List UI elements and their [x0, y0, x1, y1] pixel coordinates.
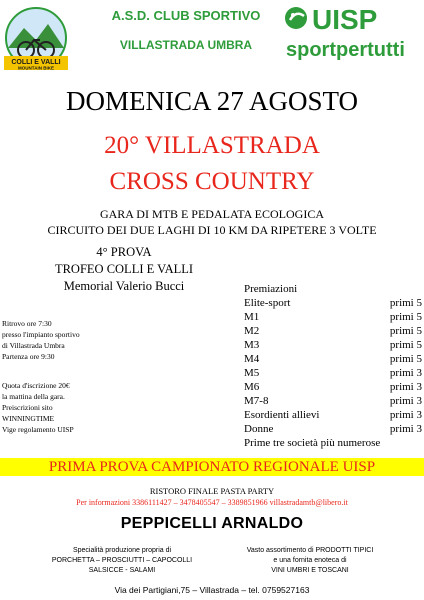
- event-description-2: CIRCUITO DEI DUE LAGHI DI 10 KM DA RIPETERE 3 VOLTE: [47, 223, 377, 237]
- ristoro-note: RISTORO FINALE PASTA PARTY: [149, 486, 275, 496]
- sponsor-line: e una fornita enoteca di: [273, 557, 347, 564]
- prize-row: [244, 324, 422, 338]
- quota-line: Quota d'iscrizione 20€: [2, 381, 70, 390]
- ritrovo-line: di Villastrada Umbra: [2, 341, 65, 350]
- prize-category: M7-8: [244, 395, 269, 407]
- quota-line: WINNINGTIME: [2, 414, 55, 423]
- prize-category: Elite-sport: [244, 297, 291, 309]
- trofeo-name: TROFEO COLLI E VALLI: [54, 262, 194, 276]
- prova-block: [0, 244, 248, 295]
- prize-row: [244, 310, 422, 324]
- prize-value: primi 3: [389, 367, 422, 379]
- prize-value: primi 5: [389, 325, 422, 337]
- prize-category: Donne: [244, 423, 274, 435]
- prize-category: M6: [244, 381, 260, 393]
- sponsor-line: Vasto assortimento di PRODOTTI TIPICI: [246, 547, 374, 554]
- sponsor-address: Via dei Partigiani,75 – Villastrada – tel. 0759527163: [114, 585, 310, 595]
- prize-value: primi 3: [389, 395, 422, 407]
- prize-row: [244, 366, 422, 380]
- event-description-1: GARA DI MTB E PEDALATA ECOLOGICA: [99, 207, 325, 221]
- contact-info: Per informazioni 3386111427 – 3478405547 – 3389851966 villastradamtb@libero.it: [76, 498, 348, 507]
- svg-text:UISP: UISP: [312, 4, 378, 35]
- prize-value: primi 3: [389, 409, 422, 421]
- ritrovo-line: Ritrovo ore 7:30: [2, 319, 52, 328]
- event-date: DOMENICA 27 AGOSTO: [65, 86, 359, 116]
- prize-row: [244, 296, 422, 310]
- quota-info: [2, 380, 74, 435]
- event-title-line1: 20° VILLASTRADA: [104, 132, 320, 159]
- sponsor-name: PEPPICELLI ARNALDO: [120, 515, 304, 532]
- sponsor-specialties: [38, 546, 206, 576]
- prize-row: [244, 380, 422, 394]
- prize-row: [244, 338, 422, 352]
- club-logo: [4, 4, 68, 76]
- sponsor-line: PORCHETTA – PROSCIUTTI – CAPOCOLLI: [51, 557, 193, 564]
- prize-value: primi 5: [389, 339, 422, 351]
- quota-line: Vige regolamento UISP: [2, 425, 74, 434]
- ritrovo-info: [2, 318, 80, 362]
- prize-value: primi 5: [389, 353, 422, 365]
- quota-line: Preiscrizioni sito: [2, 403, 53, 412]
- club-location: VILLASTRADA UMBRA: [119, 38, 253, 52]
- svg-text:COLLI E VALLI: COLLI E VALLI: [11, 59, 61, 66]
- sponsor-products: [224, 546, 396, 576]
- uisp-logo: [282, 2, 422, 62]
- prize-value: primi 3: [389, 423, 422, 435]
- prize-category: M1: [244, 311, 260, 323]
- quota-line: la mattina della gara.: [2, 392, 65, 401]
- premiazioni-title: Premiazioni: [244, 283, 298, 295]
- ritrovo-line: Partenza ore 9:30: [2, 352, 55, 361]
- prize-value: primi 5: [389, 311, 422, 323]
- premiazioni-footer: Prime tre società più numerose: [244, 437, 381, 449]
- prize-row: [244, 408, 422, 422]
- prize-category: M3: [244, 339, 260, 351]
- sponsor-line: Specialità produzione propria di: [72, 547, 172, 554]
- club-name: A.S.D. CLUB SPORTIVO: [111, 8, 261, 23]
- prize-category: M2: [244, 325, 260, 337]
- prize-category: Esordienti allievi: [244, 409, 320, 421]
- event-title-line2: CROSS COUNTRY: [109, 168, 315, 195]
- premiazioni-list: [244, 282, 422, 450]
- prize-category: M4: [244, 353, 260, 365]
- prize-value: primi 3: [389, 381, 422, 393]
- ritrovo-line: presso l'impianto sportivo: [2, 330, 80, 339]
- svg-text:sportpertutti: sportpertutti: [286, 39, 405, 61]
- prize-row: [244, 352, 422, 366]
- prize-row: [244, 394, 422, 408]
- sponsor-line: SALSICCE - SALAMI: [88, 567, 156, 574]
- regional-championship-banner: PRIMA PROVA CAMPIONATO REGIONALE UISP: [0, 458, 424, 476]
- memorial-name: Memorial Valerio Bucci: [63, 279, 185, 293]
- svg-text:MOUNTAIN BIKE: MOUNTAIN BIKE: [18, 65, 54, 71]
- sponsor-line: VINI UMBRI E TOSCANI: [271, 567, 349, 574]
- prize-category: M5: [244, 367, 260, 379]
- prova-number: 4° PROVA: [96, 245, 152, 259]
- prize-row: [244, 422, 422, 436]
- prize-value: primi 5: [389, 297, 422, 309]
